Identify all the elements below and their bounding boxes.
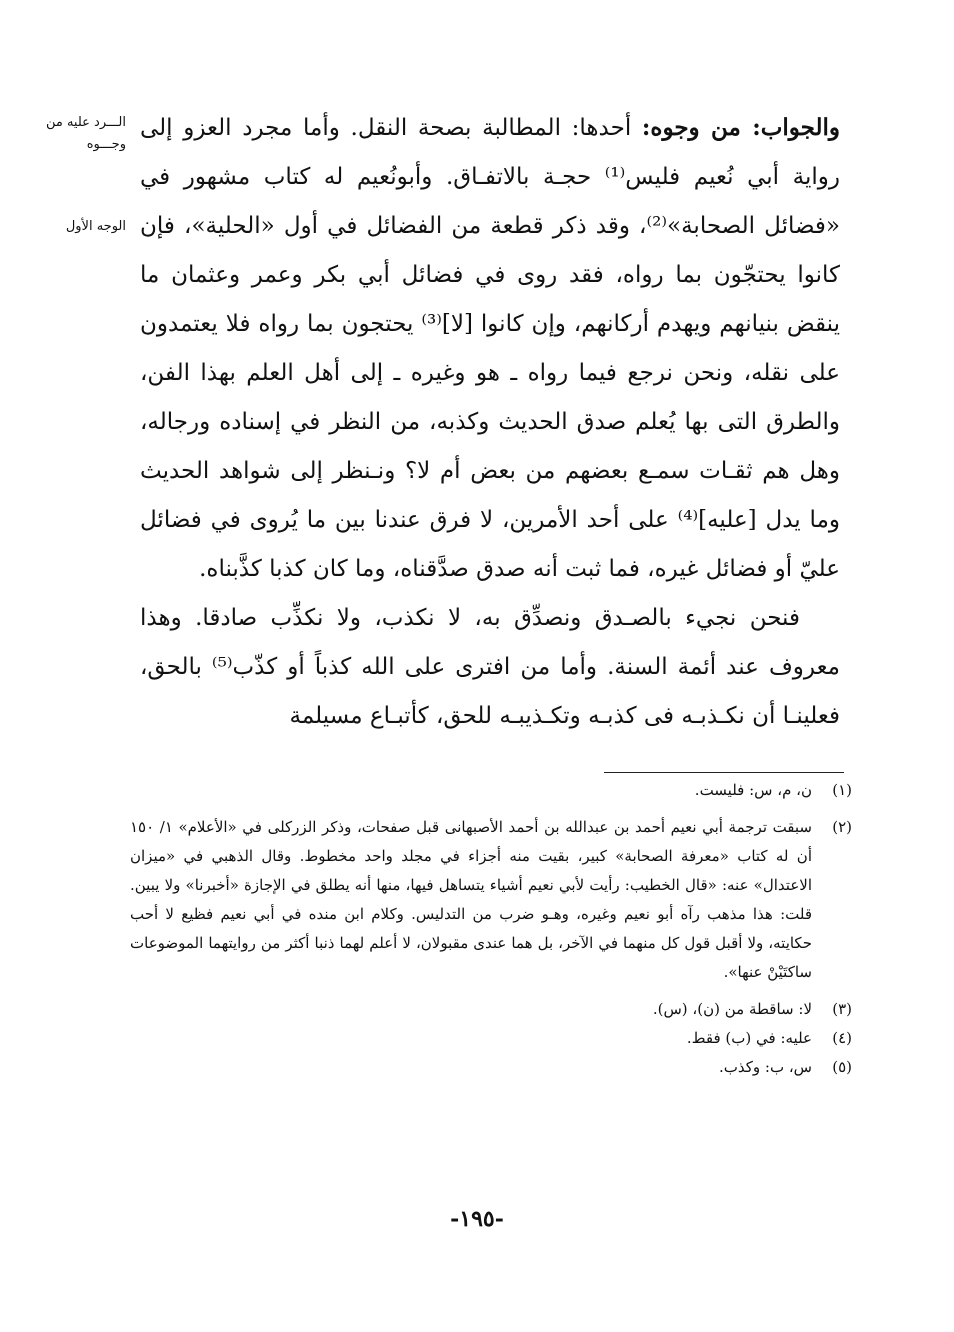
margin-notes xyxy=(14,112,126,298)
paragraph-1 xyxy=(140,103,840,594)
footnote-1 xyxy=(130,776,852,805)
footnote-rule xyxy=(604,772,844,773)
paragraph-1-text: أحدها: المطالبة بصحة النقل. وأما مجرد العزو إلى رواية أبي نُعيم فليس⁽¹⁾ حجـة بالاتفـاق. وأبونُعيم له كتاب مشهور في «فضائل الصحابة»⁽²⁾، وقد ذكر قطعة من الفضائل في أول «الحلية»، فإن كانوا يحتجّون بما رواه، فقد روى في فضائل أبي بكر وعمر وعثمان ما ينقض بنيانهم ويهدم أركانهم، وإن كانوا [لا]⁽³⁾ يحتجون بما رواه فلا يعتمدون على نقله، ونحن نرجع فيما رواه ـ هو وغيره ـ إلى أهل العلم بهذا الفن، والطرق التى بها يُعلم صدق الحديث وكذبه، من النظر في إسناده ورجاله، وهل هم ثقـات سمـع بعضهم من بعض أم لا؟ ونـنظر إلى شواهد الحديث وما يدل [عليه]⁽⁴⁾ على أحد الأمرين، لا فرق عندنا بين ما يُروى في فضائل عليّ أو فضائل غيره، فما ثبت أنه صدق صدَّقناه، وما كان كذبا كذَّبناه. xyxy=(140,115,841,582)
lead-phrase: والجواب: من وجوه: xyxy=(641,114,841,141)
footnote-number: (٥) xyxy=(832,1058,852,1076)
footnote-text: س، ب: وكذب. xyxy=(718,1058,812,1076)
footnote-text: عليه: في (ب) فقط. xyxy=(686,1029,812,1047)
footnote-number: (٣) xyxy=(832,1000,852,1018)
footnote-2 xyxy=(130,813,852,987)
footnote-4 xyxy=(130,1024,852,1053)
margin-note-reply: الـــرد عليه من وجـــوه xyxy=(45,115,126,152)
footnote-number: (٢) xyxy=(832,818,852,836)
footnotes xyxy=(130,776,852,1082)
page-number: -١٩٥- xyxy=(450,1206,504,1232)
footnote-text: لا: ساقطة من (ن)، (س). xyxy=(652,1000,812,1018)
paragraph-2: فنحن نجيء بالصـدق ونصدِّق به، لا نكذب، ولا نكذِّب صادقا. وهذا معروف عند أئمة السنة. وأما من افترى على الله كذباً أو كذّب⁽⁵⁾ بالحق، فعلينـا أن نكـذبـه فى كذبـه وتكـذيبـه للحق، كأتبـاع مسيلمة xyxy=(140,605,840,729)
footnote-5 xyxy=(130,1053,852,1082)
footnote-number: (١) xyxy=(832,781,852,799)
margin-note-first-aspect: الوجه الأول xyxy=(65,219,126,234)
main-text xyxy=(140,103,840,741)
footnote-number: (٤) xyxy=(832,1029,852,1047)
footnote-text: سبقت ترجمة أبي نعيم أحمد بن عبدالله بن أحمد الأصبهانى قبل صفحات، وذكر الزركلى في «الأعلام» ١/ ١٥٠ أن له كتاب «معرفة الصحابة» كبير، بقيت منه أجزاء في مجلد واحد مخطوط. وقال الذهبي في «ميزان الاعتدال» عنه: «قال الخطيب: رأيت لأبي نعيم أشياء يتساهل فيها، منها أنه يطلق في الإجازة «أخبرنا» ولا يبين. قلت: هذا مذهب رآه أبو نعيم وغيره، وهـو ضرب من التدليس. وكلام ابن منده في أبي نعيم فظيع لا أحب حكايته، ولا أقبل قول كل منهما في الآخر، بل هما عندى مقبولان، لا أعلم لهما ذنبا أكثر من روايتهما الموضوعات ساكتَيْنْ عنها». xyxy=(130,818,812,981)
footnote-3 xyxy=(130,995,852,1024)
footnote-text: ن، م، س: فليست. xyxy=(694,781,812,799)
